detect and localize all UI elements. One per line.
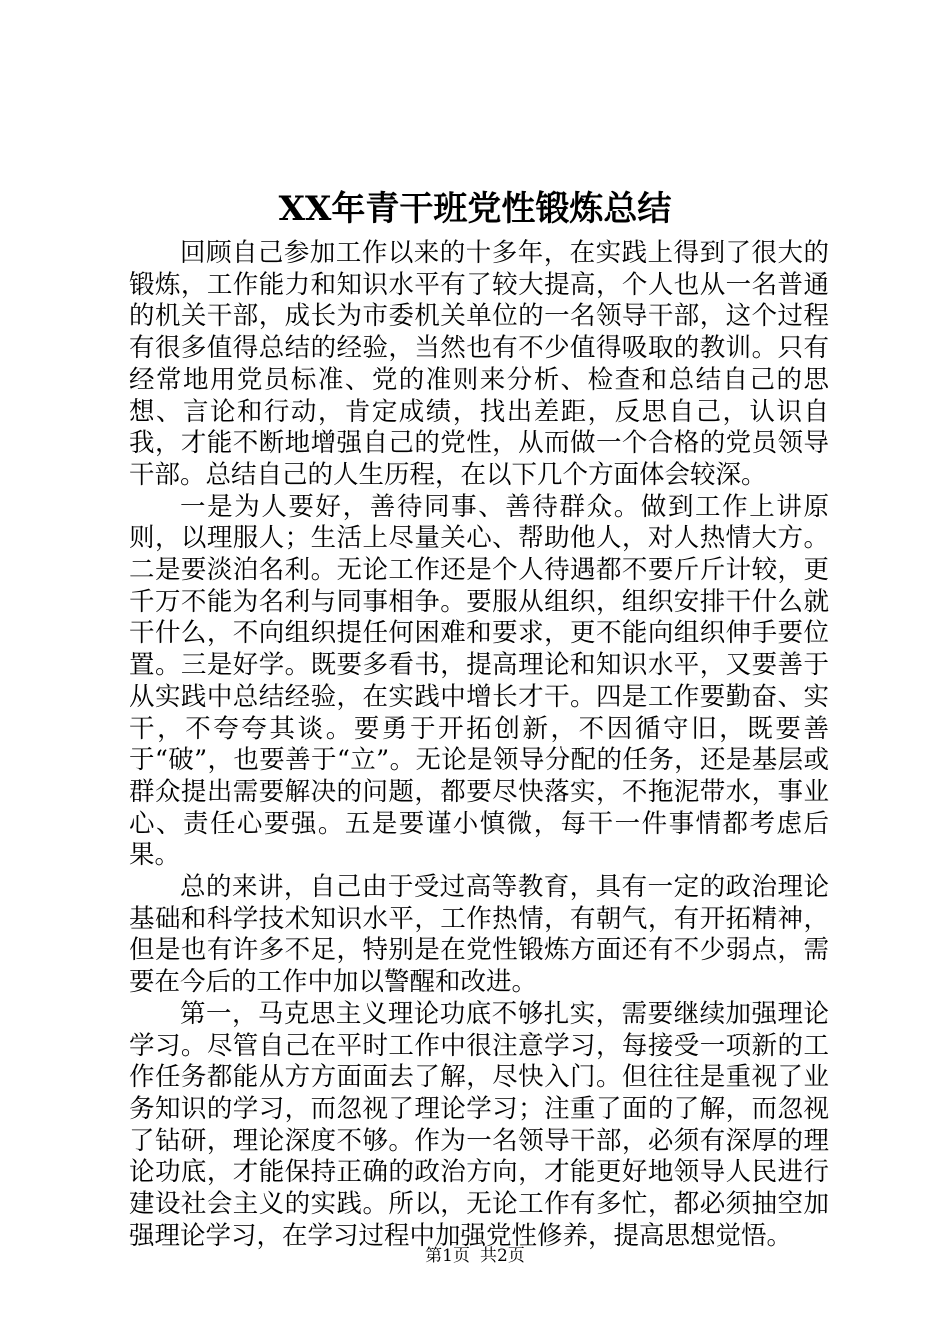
paragraph-4: 第一，马克思主义理论功底不够扎实，需要继续加强理论学习。尽管自己在平时工作中很注意学习，每接受一项新的工作任务都能从方方面面去了解，尽快入门。但往往是重视了业务知识的学习，而忽视了理论学习；注重了面的了解，而忽视了钻研，理论深度不够。作为一名领导干部，必须有深厚的理论功底，才能保持正确的政治方向，才能更好地领导人民进行建设社会主义的实践。所以，无论工作有多忙，都必须抽空加强理论学习，在学习过程中加强党性修养，提高思想觉悟。 [129, 998, 829, 1251]
paragraph-2: 一是为人要好，善待同事、善待群众。做到工作上讲原则，以理服人；生活上尽量关心、帮助他人，对人热情大方。二是要淡泊名利。无论工作还是个人待遇都不要斤斤计较，更千万不能为名利与同事相争。要服从组织，组织安排干什么就干什么，不向组织提任何困难和要求，更不能向组织伸手要位置。三是好学。既要多看书，提高理论和知识水平，又要善于从实践中总结经验，在实践中增长才干。四是工作要勤奋、实干，不夸夸其谈。要勇于开拓创新，不因循守旧，既要善于“破”，也要善于“立”。无论是领导分配的任务，还是基层或群众提出需要解决的问题，都要尽快落实，不拖泥带水，事业心、责任心要强。五是要谨小慎微，每干一件事情都考虑后果。 [129, 491, 829, 871]
document-title: XX年青干班党性锻炼总结 [278, 189, 672, 229]
document-body [129, 238, 829, 1253]
paragraph-1: 回顾自己参加工作以来的十多年，在实践上得到了很大的锻炼，工作能力和知识水平有了较大提高，个人也从一名普通的机关干部，成长为市委机关单位的一名领导干部，这个过程有很多值得总结的经验，当然也有不少值得吸取的教训。只有经常地用党员标准、党的准则来分析、检查和总结自己的思想、言论和行动，肯定成绩，找出差距，反思自己，认识自我，才能不断地增强自己的党性，从而做一个合格的党员领导干部。总结自己的人生历程，在以下几个方面体会较深。 [129, 238, 829, 490]
page-number-current: 第1页 [425, 1246, 470, 1266]
page-number-total: 共2页 [480, 1246, 525, 1266]
paragraph-3: 总的来讲，自己由于受过高等教育，具有一定的政治理论基础和科学技术知识水平，工作热情，有朝气，有开拓精神，但是也有许多不足，特别是在党性锻炼方面还有不少弱点，需要在今后的工作中加以警醒和改进。 [129, 872, 829, 998]
page-footer [0, 1244, 950, 1268]
